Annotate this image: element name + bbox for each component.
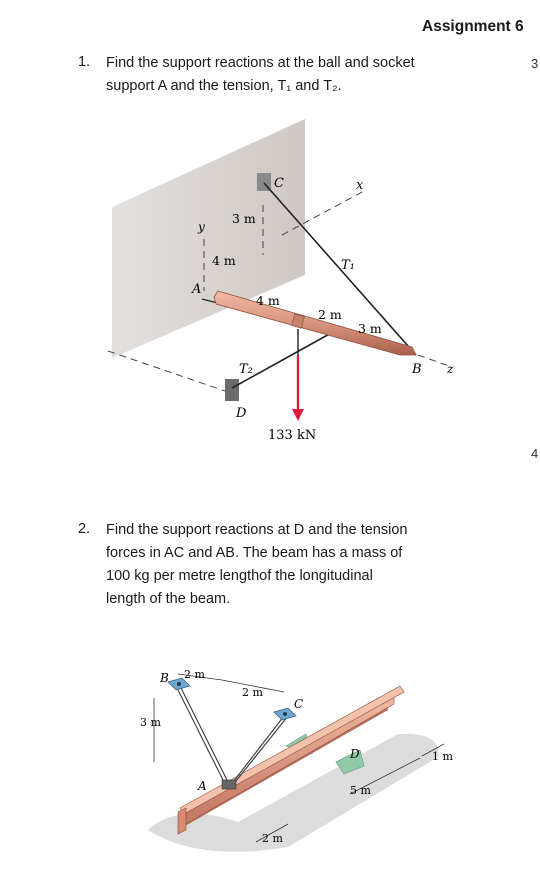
label-z: z: [447, 362, 454, 376]
wall: [112, 119, 305, 358]
dim-3m-top: 3 m: [232, 211, 256, 226]
cable-ab-2: [180, 686, 230, 786]
label-x: x: [356, 178, 364, 193]
floor-dashed-line: [108, 351, 228, 392]
label-a: A: [192, 282, 202, 297]
q1-figure: [100, 115, 460, 455]
i-beam-end: [178, 808, 186, 834]
dim-4m-left: 4 m: [212, 253, 236, 268]
margin-number-top: 3: [531, 56, 539, 71]
label-c: C: [274, 176, 284, 191]
margin-number-mid: 4: [531, 446, 539, 461]
q1-number: 1.: [78, 54, 91, 70]
dim-2m: 2 m: [318, 307, 342, 322]
q2-line: forces in AC and AB. The beam has a mass of: [106, 545, 403, 561]
load-arrow-head: [292, 409, 304, 421]
q2-line: 100 kg per metre lengthof the longitudinal: [106, 568, 373, 584]
dim-4m-beam: 4 m: [256, 293, 280, 308]
q1-line: Find the support reactions at the ball and socket: [106, 55, 415, 71]
q2-line: Find the support reactions at D and the tension: [106, 522, 408, 538]
dim-3m-beam: 3 m: [358, 321, 382, 336]
bracket-d: [225, 379, 239, 401]
bracket-c-pin: [283, 712, 287, 716]
q2-line: length of the beam.: [106, 591, 231, 607]
bracket-b-pin: [177, 682, 181, 686]
dim-5m: 5 m: [350, 784, 371, 797]
beam-rod: [214, 291, 416, 355]
q2-text: [106, 519, 526, 611]
q1-text: [106, 52, 526, 98]
label-c: C: [294, 697, 304, 711]
label-b: B: [412, 362, 422, 377]
label-t1: T₁: [341, 258, 355, 273]
cable-t2: [232, 332, 333, 388]
label-t2: T₂: [239, 362, 253, 377]
dim-2m-b: 2 m: [242, 686, 263, 699]
q1-line: support A and the tension, T₁ and T₂.: [106, 78, 342, 94]
load-label: 133 kN: [268, 428, 317, 443]
q2-figure: [138, 662, 468, 872]
dim-1m: 1 m: [432, 750, 453, 763]
dim-3m: 3 m: [140, 716, 161, 729]
dim-2m-bottom: 2 m: [262, 832, 283, 845]
label-a: A: [198, 779, 207, 793]
label-y: y: [198, 220, 205, 234]
label-d: D: [350, 747, 360, 761]
q2-number: 2.: [78, 521, 91, 537]
label-d: D: [236, 406, 247, 421]
label-b: B: [160, 671, 169, 685]
assignment-title: Assignment 6: [422, 18, 524, 35]
dim-2m-a: 2 m: [184, 668, 205, 681]
cable-ab-1: [176, 686, 226, 786]
connector-a: [222, 780, 236, 789]
